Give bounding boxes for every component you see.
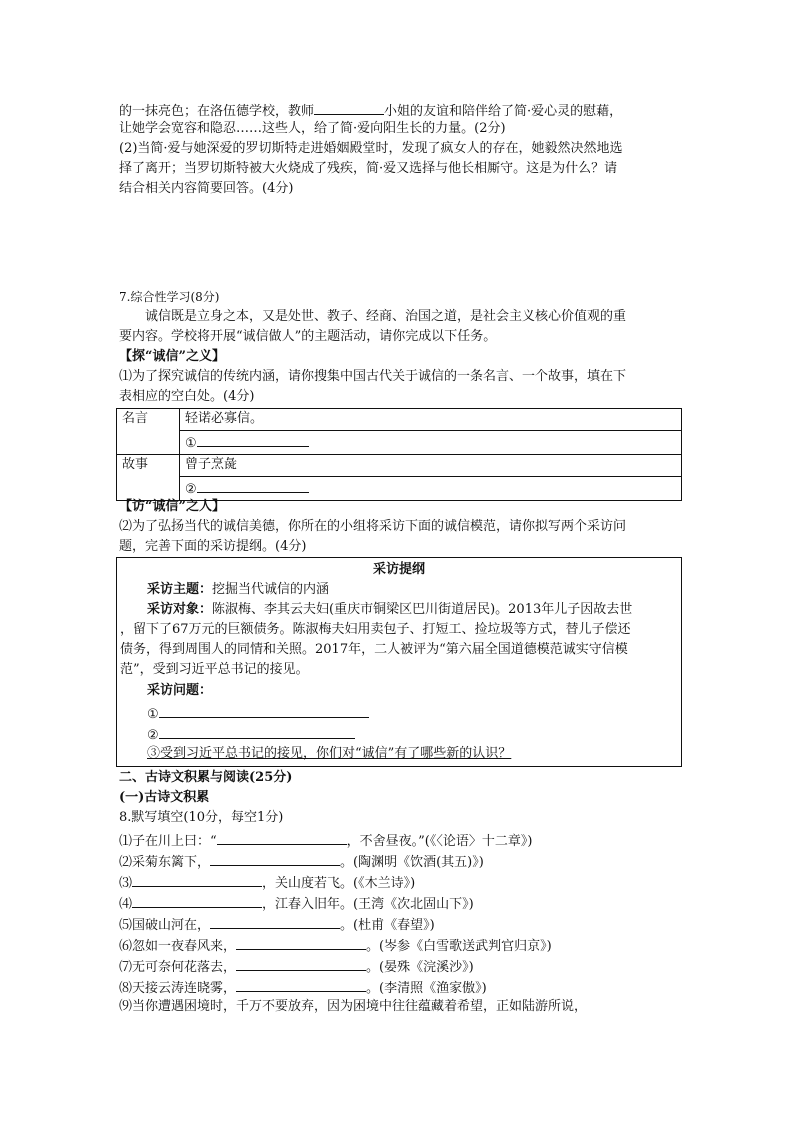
table-label-quote: 名言	[117, 409, 180, 455]
fill-item-3	[119, 872, 415, 893]
fill-pre: ⑶	[119, 876, 133, 891]
table-example-quote: 轻诺必寡信。	[180, 409, 682, 431]
question-3: ③受到习近平总书记的接见，你们对“诚信”有了哪些新的认识？	[147, 746, 512, 761]
part2-heading: 二、古诗文积累与阅读(25分)	[119, 770, 293, 785]
q7-heading: 7.综合性学习(8分)	[119, 290, 220, 304]
answer-blank[interactable]	[314, 100, 384, 115]
q8-heading: 8.默写填空(10分，每空1分)	[119, 810, 284, 825]
answer-blank[interactable]	[197, 432, 309, 447]
question-1	[147, 703, 369, 724]
fill-pre: ⑷	[119, 897, 133, 912]
q6-line-5: 结合相关内容简要回答。(4分)	[119, 181, 294, 196]
theme-text: 挖掘当代诚信的内涵	[212, 582, 330, 597]
answer-blank[interactable]	[197, 478, 309, 493]
q6-line-1-text-a: 的一抹亮色；在洛伍德学校，教师	[119, 104, 315, 119]
fill-post: 。(陶渊明《饮酒(其五)》)	[340, 855, 484, 870]
answer-blank[interactable]	[236, 935, 366, 950]
fill-item-6	[119, 935, 552, 956]
table-row	[117, 431, 682, 455]
section-heading-2: 【访“诚信”之人】	[119, 499, 225, 514]
fill-post: 。(杜甫《春望》)	[340, 918, 435, 933]
table-blank-cell-1[interactable]	[180, 431, 682, 455]
task2-line-1: ⑵为了弘扬当代的诚信美德，你所在的小组将采访下面的诚信模范，请你拟写两个采访问	[119, 519, 627, 534]
q6-line-3: (2)当简·爱与她深爱的罗切斯特走进婚姻殿堂时，发现了疯女人的存在，她毅然决然地选	[119, 141, 623, 156]
table-row	[117, 477, 682, 501]
q7-intro-2: 要内容。学校将开展“诚信做人”的主题活动，请你完成以下任务。	[119, 329, 497, 344]
fill-pre: ⑹忽如一夜春风来，	[119, 939, 237, 954]
table-row	[117, 455, 682, 477]
fill-item-7	[119, 956, 474, 977]
part2-subheading: (一)古诗文积累	[119, 790, 210, 805]
fill-item-8	[119, 977, 487, 998]
theme-label: 采访主题：	[147, 582, 213, 597]
task2-line-2: 题，完善下面的采访提纲。(4分)	[119, 539, 307, 554]
answer-blank[interactable]	[159, 703, 369, 718]
answer-blank[interactable]	[132, 893, 262, 908]
table-label-story: 故事	[117, 455, 180, 501]
answer-blank[interactable]	[132, 872, 262, 887]
answer-blank[interactable]	[159, 724, 355, 739]
fill-post: 。(李清照《渔家傲》)	[366, 981, 487, 996]
fill-post: ，关山度若飞。(《木兰诗》)	[262, 876, 416, 891]
answer-blank[interactable]	[210, 914, 340, 929]
interview-theme	[147, 581, 329, 599]
answer-blank[interactable]	[236, 956, 366, 971]
target-text-4: 范”，受到习近平总书记的接见。	[120, 662, 309, 677]
fill-pre: ⑴子在川上曰：“	[119, 834, 217, 849]
interview-outline-box	[116, 557, 682, 767]
question-2	[147, 724, 355, 745]
question-marker-2: ②	[147, 728, 159, 743]
fill-post: 。(岑参《白雪歌送武判官归京》)	[366, 939, 552, 954]
fill-post: ，江春入旧年。(王湾《次北固山下》)	[262, 897, 474, 912]
q6-line-1	[119, 100, 622, 121]
target-text-2: ，留下了67万元的巨额债务。陈淑梅夫妇用卖包子、打短工、捡垃圾等方式，替儿子偿还	[120, 622, 631, 637]
fill-pre: ⑸国破山河在，	[119, 918, 211, 933]
table-blank-cell-2[interactable]	[180, 477, 682, 501]
fill-item-5	[119, 914, 435, 935]
fill-pre: ⑻天接云涛连晓雾，	[119, 981, 237, 996]
q6-line-1-text-b: 小姐的友谊和陪伴给了简·爱心灵的慰藉，	[384, 104, 623, 119]
answer-blank[interactable]	[210, 851, 340, 866]
fill-pre: ⑵采菊东篱下，	[119, 855, 211, 870]
section-heading-1: 【探“诚信”之义】	[119, 349, 225, 364]
fill-item-1	[119, 830, 532, 851]
task1-line-1: ⑴为了探究诚信的传统内涵，请你搜集中国古代关于诚信的一条名言、一个故事，填在下	[119, 369, 627, 384]
q6-line-2: 让她学会宽容和隐忍……这些人，给了简·爱向阳生长的力量。(2分)	[119, 121, 506, 136]
fill-pre: ⑺无可奈何花落去，	[119, 960, 237, 975]
blank-marker-2: ②	[185, 482, 197, 497]
box-title: 采访提纲	[372, 562, 425, 577]
table-example-story: 曾子烹彘	[180, 455, 682, 477]
fill-item-4	[119, 893, 474, 914]
fill-post: 。(晏殊《浣溪沙》)	[366, 960, 474, 975]
question-marker-1: ①	[147, 707, 159, 722]
q6-line-4: 择了离开；当罗切斯特被大火烧成了残疾，简·爱又选择与他长相厮守。这是为什么？请	[119, 161, 618, 176]
fill-post: ，不舍昼夜。”(《〈论语〉十二章》)	[346, 834, 533, 849]
answer-blank[interactable]	[236, 977, 366, 992]
table-row	[117, 409, 682, 431]
q7-intro-1: 诚信既是立身之本，又是处世、教子、经商、治国之道，是社会主义核心价值观的重	[145, 309, 627, 324]
target-text-3: 债务，得到周围人的同情和关照。2017年，二人被评为“第六届全国道德模范诚实守信模	[120, 642, 628, 657]
fill-item-9: ⑼当你遭遇困境时，千万不要放弃，因为困境中往往蕴藏着希望，正如陆游所说，	[119, 999, 588, 1014]
questions-label: 采访问题：	[147, 683, 213, 698]
target-label: 采访对象：	[147, 602, 213, 617]
task1-line-2: 表相应的空白处。(4分)	[119, 389, 255, 404]
blank-marker-1: ①	[185, 436, 197, 451]
answer-blank[interactable]	[217, 830, 347, 845]
target-text-1: 陈淑梅、李其云夫妇(重庆市铜梁区巴川街道居民)。2013年儿子因故去世	[212, 602, 633, 617]
answer-table	[116, 408, 682, 501]
interview-target	[147, 601, 632, 619]
fill-item-2	[119, 851, 484, 872]
